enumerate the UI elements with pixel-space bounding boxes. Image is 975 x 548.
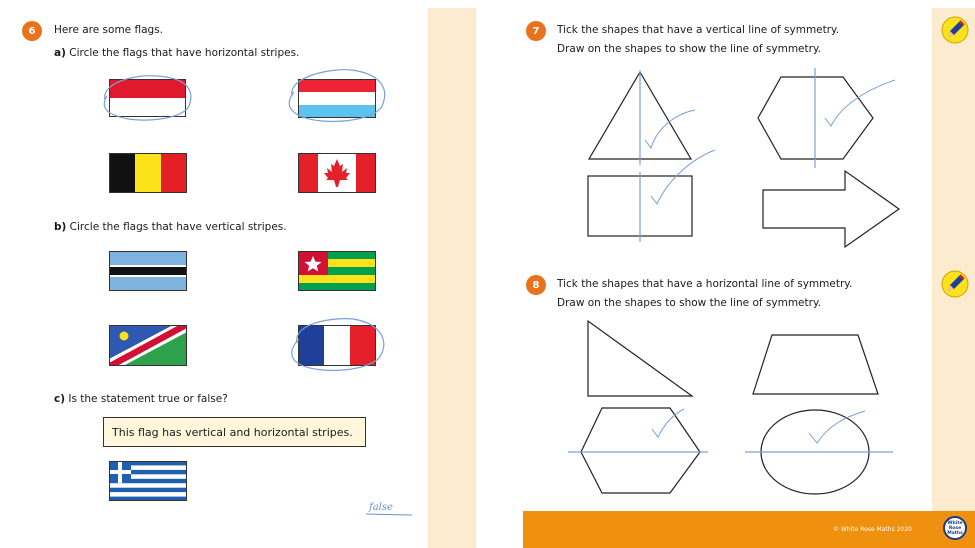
logo xyxy=(943,516,967,540)
part-a-letter: a) xyxy=(54,47,66,59)
part-a-prompt xyxy=(54,47,299,59)
flag-greece[interactable] xyxy=(109,461,187,501)
answer-circle-france xyxy=(283,313,389,377)
part-c-prompt xyxy=(54,393,228,405)
shape-hexagon-2[interactable] xyxy=(568,405,708,497)
flag-botswana[interactable] xyxy=(109,251,187,291)
question-7-line1: Tick the shapes that have a vertical line of symmetry. xyxy=(557,24,840,36)
question-7-number: 7 xyxy=(526,21,546,41)
part-a-text: Circle the flags that have horizontal stripes. xyxy=(69,47,300,59)
question-6-number: 6 xyxy=(22,21,42,41)
question-7-line2: Draw on the shapes to show the line of symmetry. xyxy=(557,43,821,55)
answer-circle-monaco xyxy=(97,70,199,126)
flag-canada[interactable] xyxy=(298,153,376,193)
question-8-number: 8 xyxy=(526,275,546,295)
left-page-margin xyxy=(428,8,476,548)
shape-circle[interactable] xyxy=(745,405,895,497)
part-c-text: Is the statement true or false? xyxy=(68,393,228,405)
answer-underline xyxy=(366,511,414,517)
part-c-letter: c) xyxy=(54,393,66,405)
shape-arrow[interactable] xyxy=(760,168,905,250)
shape-hexagon[interactable] xyxy=(755,68,900,168)
shape-rectangle[interactable] xyxy=(585,150,720,245)
statement-box: This flag has vertical and horizontal stripes. xyxy=(103,417,366,447)
part-b-letter: b) xyxy=(54,221,67,233)
footer-copyright: © White Rose Maths 2020 xyxy=(833,526,912,533)
pencil-icon xyxy=(940,269,970,299)
question-8-line2: Draw on the shapes to show the line of symmetry. xyxy=(557,297,821,309)
logo-text: White Rose Maths xyxy=(947,520,963,536)
part-b-prompt xyxy=(54,221,287,233)
answer-circle-luxembourg xyxy=(282,66,390,128)
shape-trapezium[interactable] xyxy=(750,333,882,397)
shape-right-triangle[interactable] xyxy=(585,318,697,400)
flag-namibia[interactable] xyxy=(109,325,187,366)
part-b-text: Circle the flags that have vertical stripes. xyxy=(69,221,287,233)
flag-togo[interactable] xyxy=(298,251,376,291)
right-page-margin xyxy=(932,8,975,511)
question-6-title: Here are some flags. xyxy=(54,24,163,36)
question-8-line1: Tick the shapes that have a horizontal line of symmetry. xyxy=(557,278,853,290)
pencil-icon xyxy=(940,15,970,45)
flag-belgium[interactable] xyxy=(109,153,187,193)
handwritten-answer: false xyxy=(369,502,393,513)
sun-icon xyxy=(119,331,129,341)
